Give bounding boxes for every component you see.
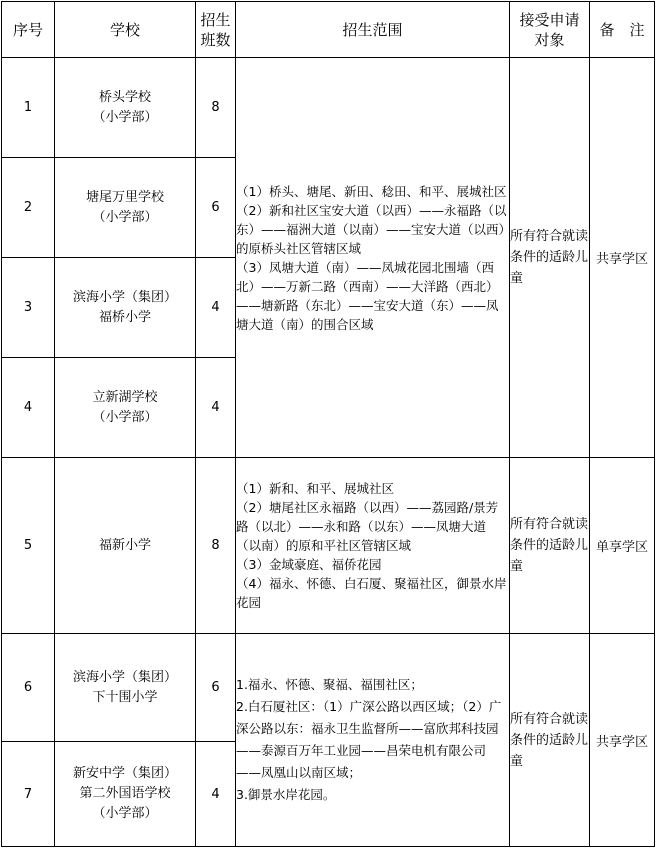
school-name	[55, 742, 196, 847]
school-name	[55, 358, 196, 458]
class-count: 6	[196, 158, 236, 258]
row-number: 5	[2, 458, 55, 634]
remark: 共享学区	[590, 634, 655, 847]
school-name	[55, 458, 196, 634]
class-count: 6	[196, 634, 236, 742]
row-number: 2	[2, 158, 55, 258]
school-name-line: 桥头学校	[98, 89, 151, 105]
school-name-line: （小学部）	[92, 109, 158, 125]
applicant-target: 所有符合就读条件的适龄儿童	[510, 634, 590, 847]
header-classes-line2: 班数	[200, 30, 231, 49]
range-text: （1）桥头、塘尾、新田、稔田、和平、展城社区 （2）新和社区宝安大道（以西）——永福路（以东）——福洲大道（以南）——宝安大道（以西）的原桥头社区管辖区域 （3）凤塘大道（南）——凤城花园北围墙（西北）——万新二路（西南）——大洋路（西北）——塘新路（东北）——宝安大道（东）——凤塘大道（南）的围合区域	[236, 183, 507, 332]
enrollment-range	[236, 634, 510, 847]
enrollment-range	[236, 458, 510, 634]
applicant-target: 所有符合就读条件的适龄儿童	[510, 458, 590, 634]
class-count: 4	[196, 258, 236, 358]
row-number: 7	[2, 742, 55, 847]
school-name-line: （小学部）	[92, 409, 158, 425]
table-row	[2, 58, 655, 158]
enrollment-range	[236, 58, 510, 458]
header-target	[510, 2, 590, 58]
header-row	[2, 2, 655, 58]
class-count: 8	[196, 58, 236, 158]
school-name-line: 新安中学（集团）	[72, 766, 177, 781]
class-count: 4	[196, 742, 236, 847]
school-name	[55, 58, 196, 158]
row-number: 4	[2, 358, 55, 458]
range-text: （1）新和、和平、展城社区 （2）塘尾社区永福路（以西）——荔园路/景芳路（以北）——永和路（以东）——凤塘大道（以南）的原和平社区管辖区域 （3）金域豪庭、福侨花园 （4）福永、怀德、白石厦、聚福社区，御景水岸花园	[236, 481, 507, 610]
school-name-line: （小学部）	[92, 806, 158, 821]
school-name-line: （小学部）	[92, 209, 158, 225]
school-name-line: 福新小学	[98, 537, 151, 553]
range-text: 1.福永、怀德、聚福、福围社区； 2.白石厦社区：（1）广深公路以西区域；（2）广深公路以东：福永卫生监督所——富欣邦科技园——泰源百万年工业园——昌荣电机有限公司——凤凰山以南区域； 3.御景水岸花园。	[236, 677, 502, 802]
school-name	[55, 158, 196, 258]
enrollment-table	[1, 1, 655, 847]
table-row	[2, 634, 655, 742]
school-name-line: 第二外国语学校	[79, 786, 171, 801]
remark: 单享学区	[590, 458, 655, 634]
table-row	[2, 458, 655, 634]
header-classes-line1: 招生	[200, 10, 231, 29]
header-classes	[196, 2, 236, 58]
applicant-target: 所有符合就读条件的适龄儿童	[510, 58, 590, 458]
class-count: 4	[196, 358, 236, 458]
school-name-line: 福桥小学	[98, 309, 151, 325]
row-number: 3	[2, 258, 55, 358]
remark: 共享学区	[590, 58, 655, 458]
school-name-line: 滨海小学（集团）	[72, 669, 177, 685]
school-name-line: 塘尾万里学校	[85, 189, 164, 205]
header-school: 学校	[55, 2, 196, 58]
school-name-line: 滨海小学（集团）	[72, 289, 177, 305]
row-number: 1	[2, 58, 55, 158]
class-count: 8	[196, 458, 236, 634]
school-name	[55, 258, 196, 358]
header-range: 招生范围	[236, 2, 510, 58]
header-note: 备 注	[590, 2, 655, 58]
school-name-line: 下十围小学	[92, 689, 158, 705]
header-target-line2: 对象	[534, 30, 565, 49]
header-no: 序号	[2, 2, 55, 58]
school-name	[55, 634, 196, 742]
row-number: 6	[2, 634, 55, 742]
header-target-line1: 接受申请	[519, 10, 580, 29]
school-name-line: 立新湖学校	[92, 389, 158, 405]
